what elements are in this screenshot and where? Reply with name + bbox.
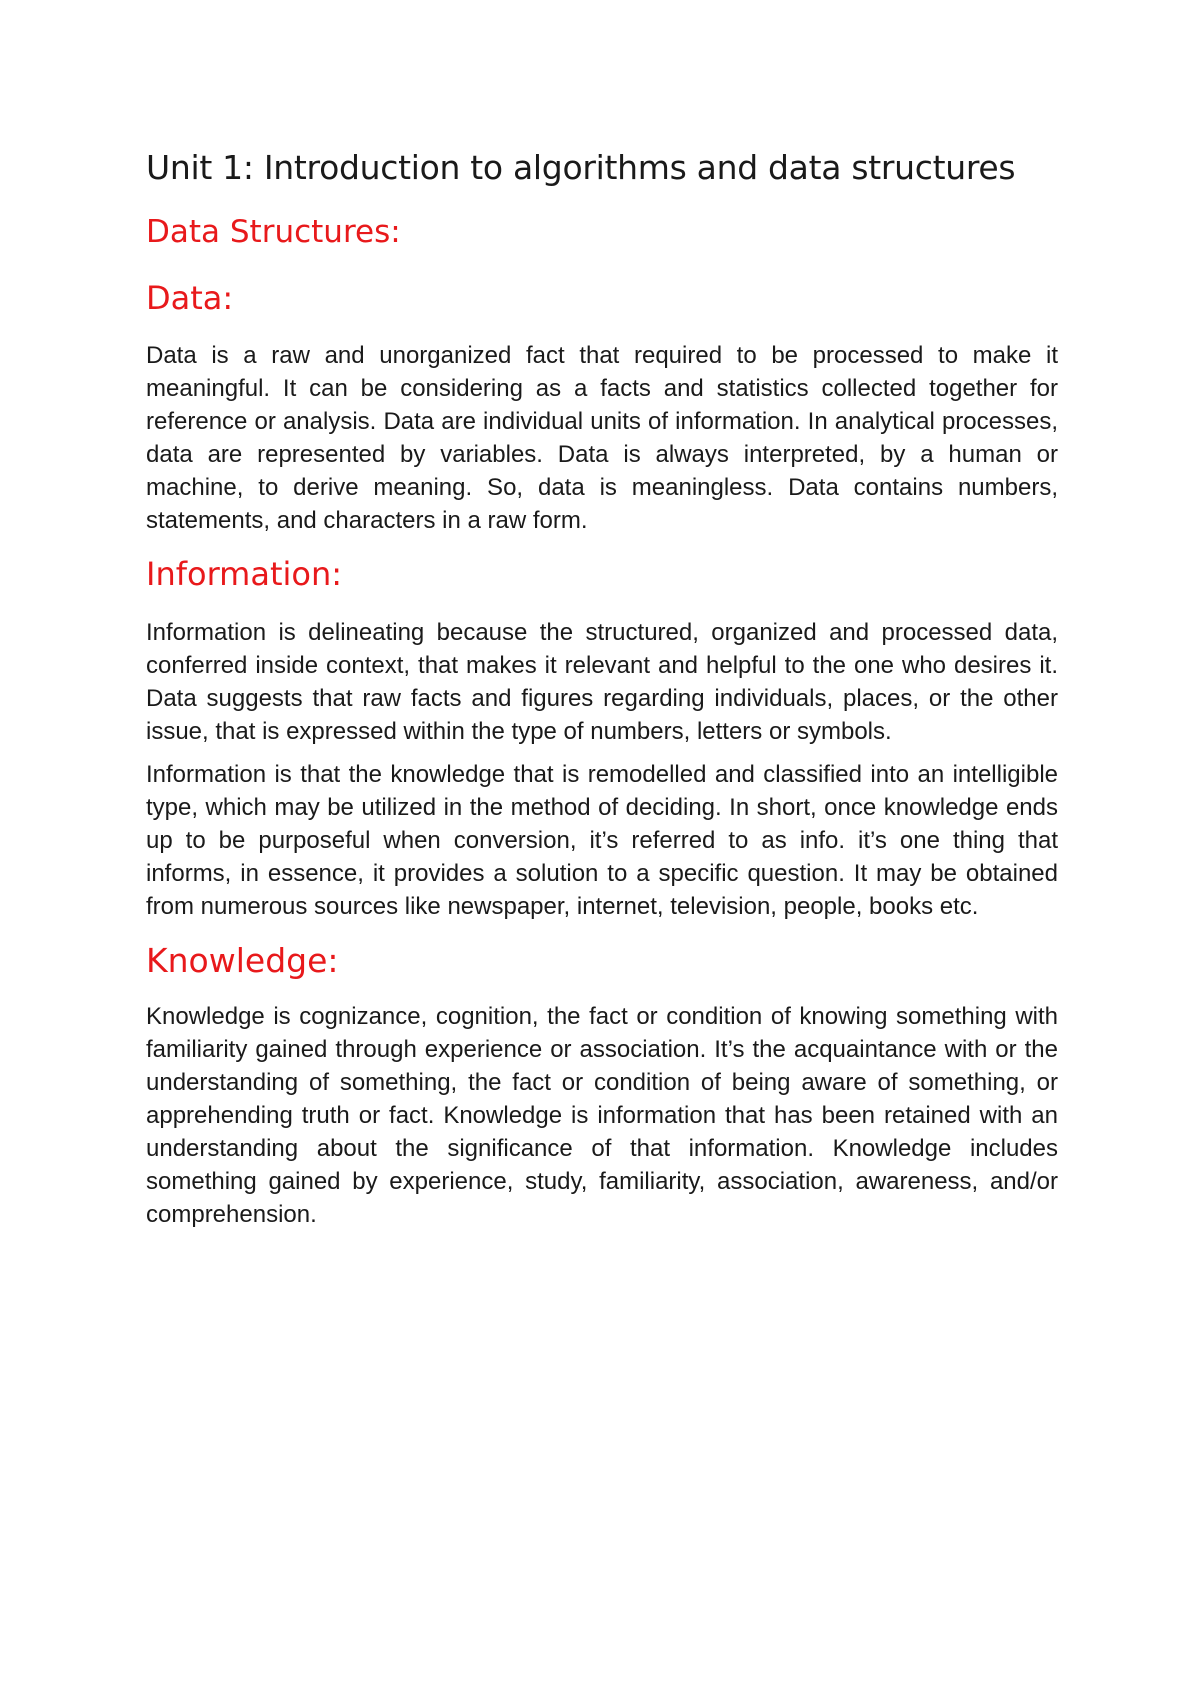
document-content <box>146 148 1058 1241</box>
heading-data-structures: Data Structures: <box>146 213 401 250</box>
paragraph-information-2: Information is that the knowledge that is remodelled and classified into an intelligible type, which may be utilized in the method of deciding. In short, once knowledge ends up to be purposeful when conversion, it’s referred to as info. it’s one thing that informs, in essence, it provides a solution to a specific question. It may be obtained from numerous sources like newspaper, internet, television, people, books etc. <box>146 760 1058 920</box>
page-title: Unit 1: Introduction to algorithms and data structures <box>146 148 1016 187</box>
paragraph-data: Data is a raw and unorganized fact that required to be processed to make it meaningful. It can be considering as a facts and statistics collected together for reference or analysis. Data are individual units of information. In analytical processes, data are represented by variables. Data is always interpreted, by a human or machine, to derive meaning. So, data is meaningless. Data contains numbers, statements, and characters in a raw form. <box>146 342 1058 535</box>
heading-knowledge: Knowledge: <box>146 940 339 980</box>
paragraph-information-1: Information is delineating because the structured, organized and processed data, conferred inside context, that makes it relevant and helpful to the one who desires it. Data suggests that raw facts and figures regarding individuals, places, or the other issue, that is expressed within the type of numbers, letters or symbols. <box>146 618 1058 745</box>
heading-data: Data: <box>146 278 234 317</box>
heading-information: Information: <box>146 555 343 594</box>
paragraph-knowledge: Knowledge is cognizance, cognition, the fact or condition of knowing something with familiarity gained through experience or association. It’s the acquaintance with or the understanding of something, the fact or condition of being aware of something, or apprehending truth or fact. Knowledge is information that has been retained with an understanding about the significance of that information. Knowledge includes something gained by experience, study, familiarity, association, awareness, and/or comprehension. <box>146 1003 1058 1229</box>
